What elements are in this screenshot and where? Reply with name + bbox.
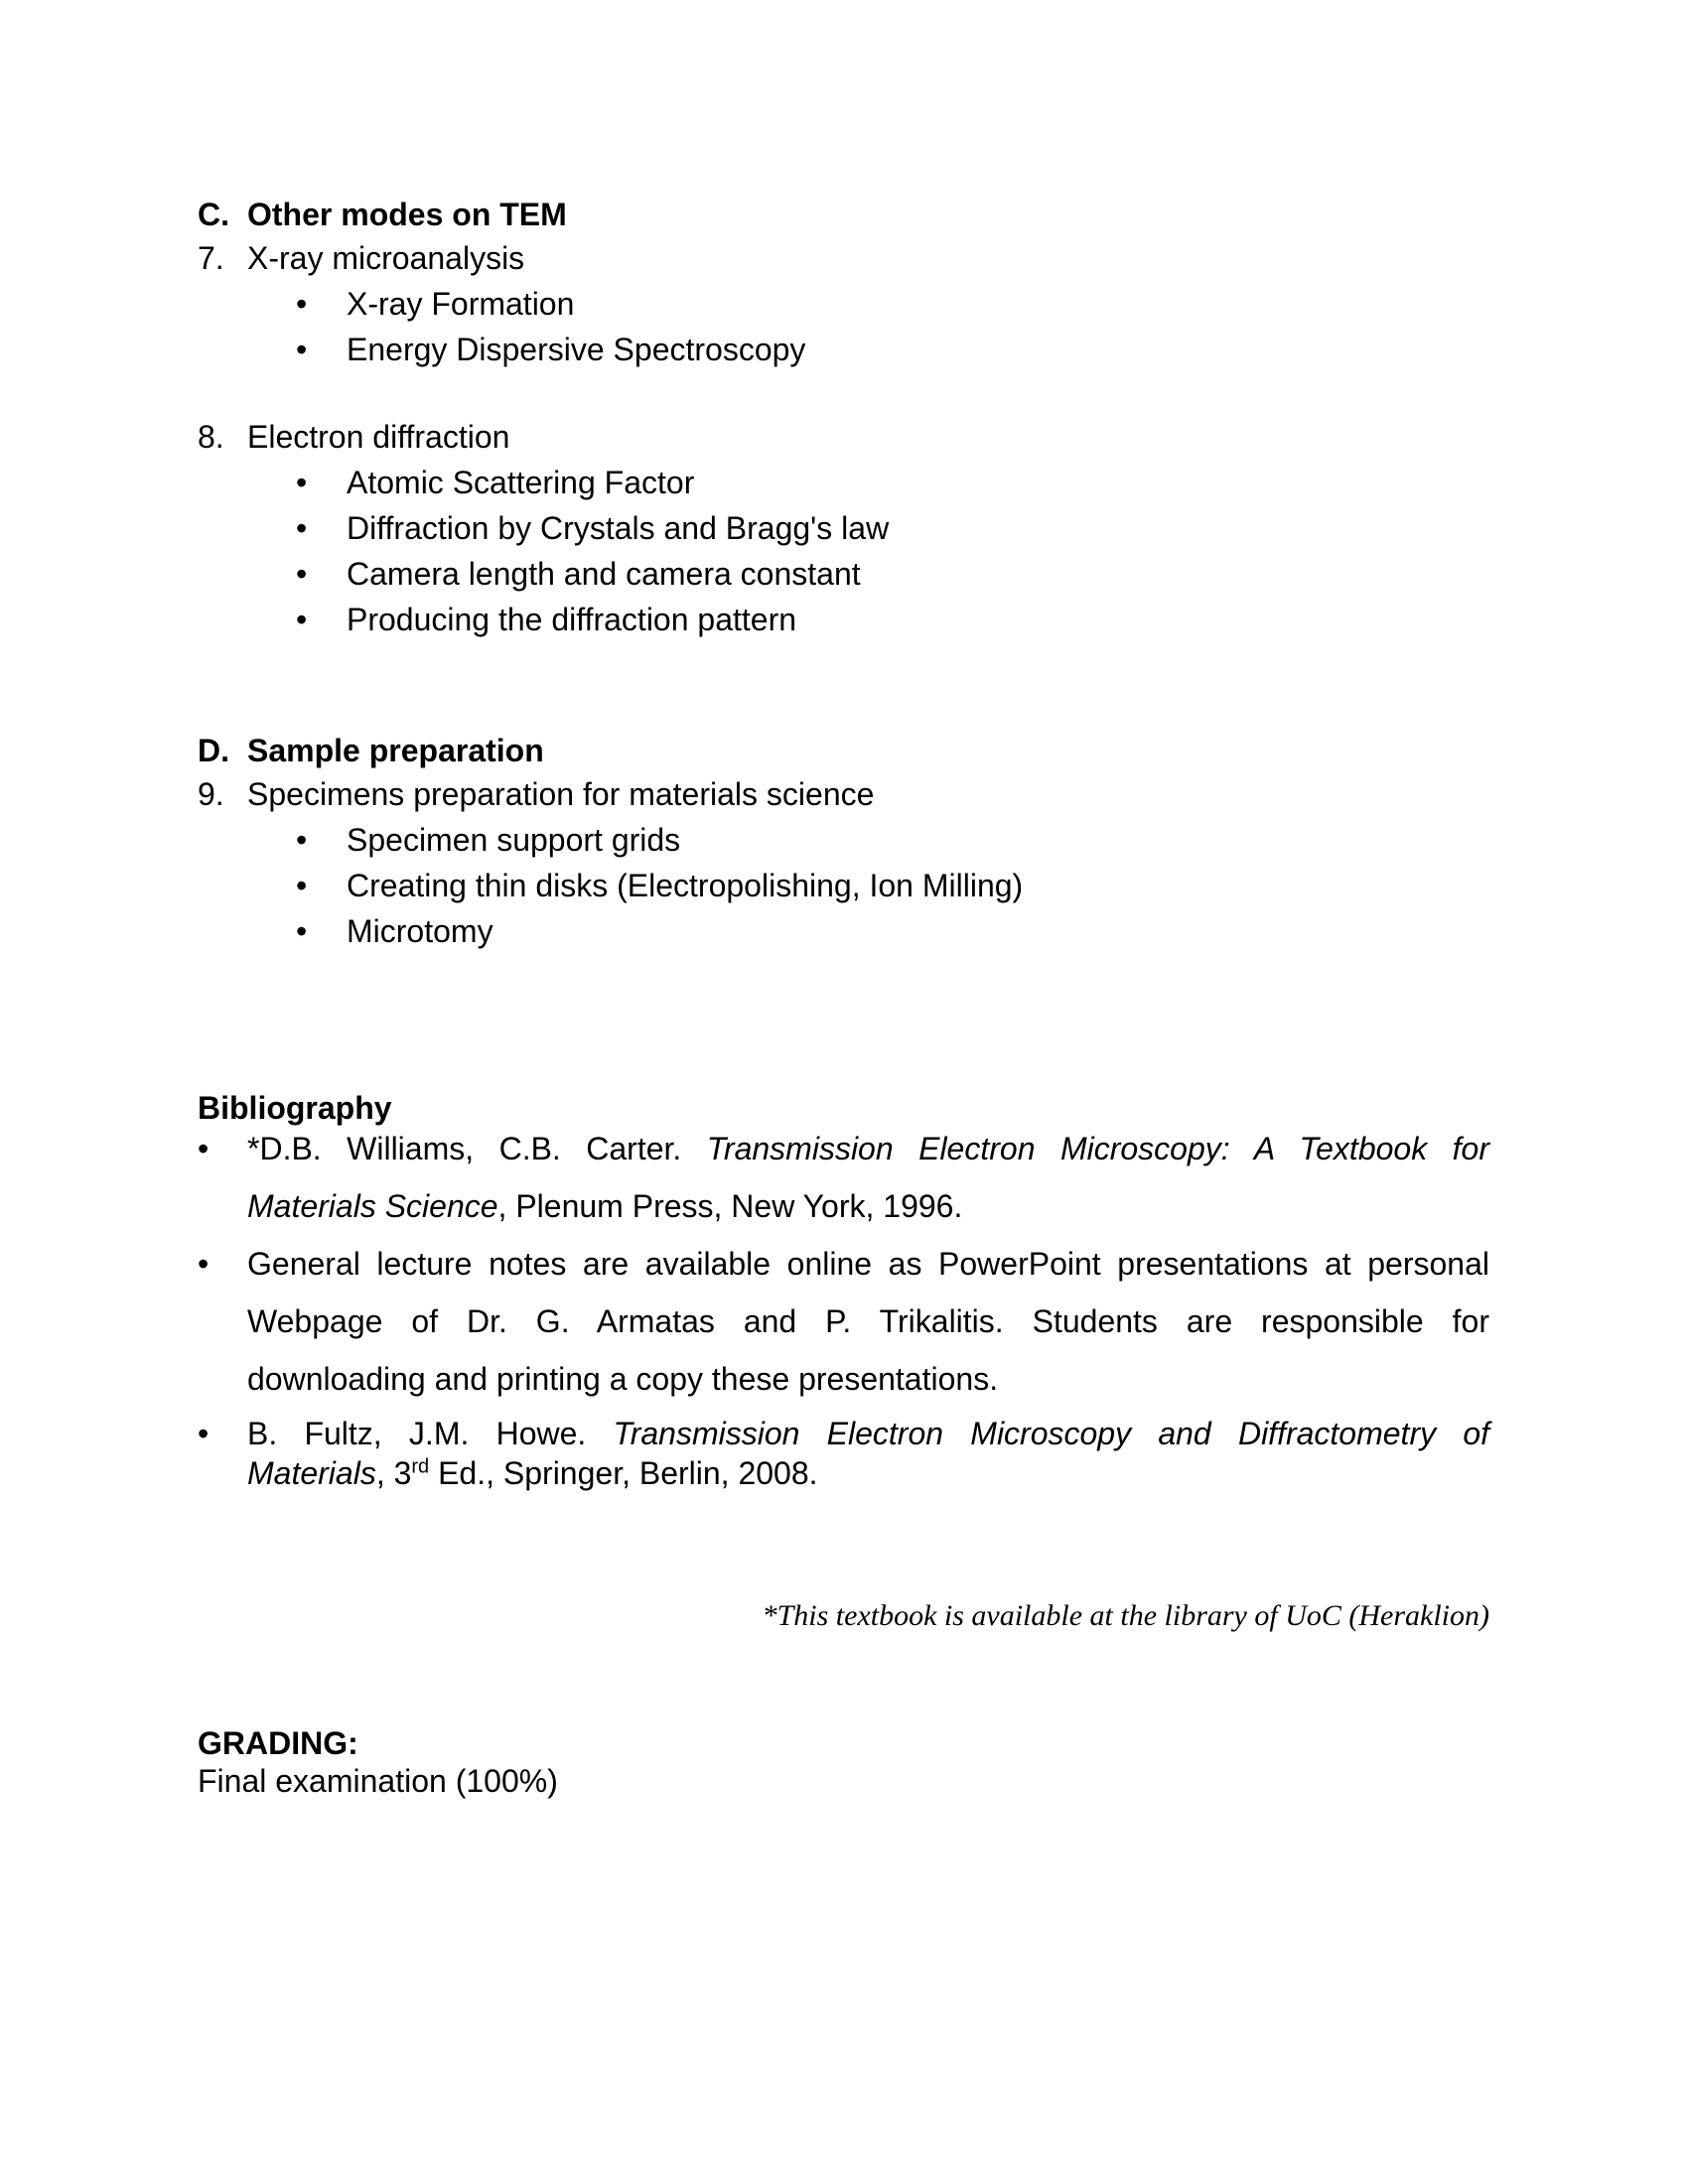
item-9-label: Specimens preparation for materials science [247,776,875,812]
grading-text: Final examination (100%) [198,1763,558,1799]
bullet-icon: • [296,510,308,546]
ref-3-publisher: Ed., Springer, Berlin, 2008. [429,1455,818,1491]
item-9-sub-2-text: Creating thin disks (Electropolishing, Ion Milling) [347,868,1024,903]
item-9-number: 9. [198,776,224,812]
item-7-label: X-ray microanalysis [247,240,525,276]
item-9 [198,774,874,814]
ref-2-body [247,1235,1489,1408]
ref-1-publisher: , Plenum Press, New York, 1996. [497,1188,963,1224]
bibliography-ref-1 [198,1120,1489,1235]
ref-2-line-3: downloading and printing a copy these presentations. [247,1361,999,1397]
section-d-title: Sample preparation [247,733,544,768]
ref-3-body [247,1414,1489,1493]
bullet-icon: • [296,286,308,322]
bullet-icon: • [296,332,308,367]
ref-3-title-line-2: Materials [247,1455,376,1491]
item-9-sub-1-text: Specimen support grids [347,822,681,858]
bibliography-heading: Bibliography [198,1090,392,1126]
bullet-icon: • [296,822,308,858]
ref-1-authors: *D.B. Williams, C.B. Carter. [247,1131,682,1166]
item-9-sub-3-text: Microtomy [347,913,493,949]
ref-2-line-2: Webpage of Dr. G. Armatas and P. Trikalitis. Students are responsible for [247,1303,1489,1339]
ref-3-title-line-1: Transmission Electron Microscopy and Diffractometry of [613,1416,1490,1451]
bullet-icon: • [198,1246,210,1282]
bullet-icon: • [296,465,308,500]
bullet-icon: • [198,1416,210,1451]
item-7-number: 7. [198,240,224,276]
ref-3-authors: B. Fultz, J.M. Howe. [247,1416,587,1451]
bullet-icon: • [198,1131,210,1166]
bullet-icon: • [296,913,308,949]
item-7 [198,238,524,278]
section-d-heading [198,731,544,770]
ref-1-title-line-1: Transmission Electron Microscopy: A Textbook for [706,1131,1489,1166]
bullet-icon: • [296,556,308,592]
ref-3-edition-number: , 3 [375,1455,412,1491]
item-8-sub-4-text: Producing the diffraction pattern [347,602,797,637]
bibliography-ref-3 [198,1414,1489,1493]
section-c-title: Other modes on TEM [247,197,567,232]
library-footnote: *This textbook is available at the library of UoC (Heraklion) [762,1599,1489,1632]
item-8-sub-1-text: Atomic Scattering Factor [347,465,695,500]
ref-3-edition-superscript: rd [411,1455,430,1478]
item-8-sub-2-text: Diffraction by Crystals and Bragg's law [347,510,890,546]
bullet-icon: • [296,602,308,637]
bibliography-ref-2 [198,1235,1489,1408]
ref-2-line-1: General lecture notes are available online as PowerPoint presentations at personal [247,1246,1489,1282]
section-c-letter: C. [198,197,229,232]
ref-1-title-line-2: Materials Science [247,1188,498,1224]
section-c-heading [198,195,567,234]
item-8-label: Electron diffraction [247,419,510,455]
item-8 [198,417,509,457]
item-7-sub-2-text: Energy Dispersive Spectroscopy [347,332,806,367]
bullet-icon: • [296,868,308,903]
item-8-number: 8. [198,419,224,455]
item-7-sub-1-text: X-ray Formation [347,286,575,322]
item-8-sub-3-text: Camera length and camera constant [347,556,861,592]
grading-heading: GRADING: [198,1725,358,1761]
section-d-letter: D. [198,733,229,768]
ref-1-body [247,1120,1489,1235]
